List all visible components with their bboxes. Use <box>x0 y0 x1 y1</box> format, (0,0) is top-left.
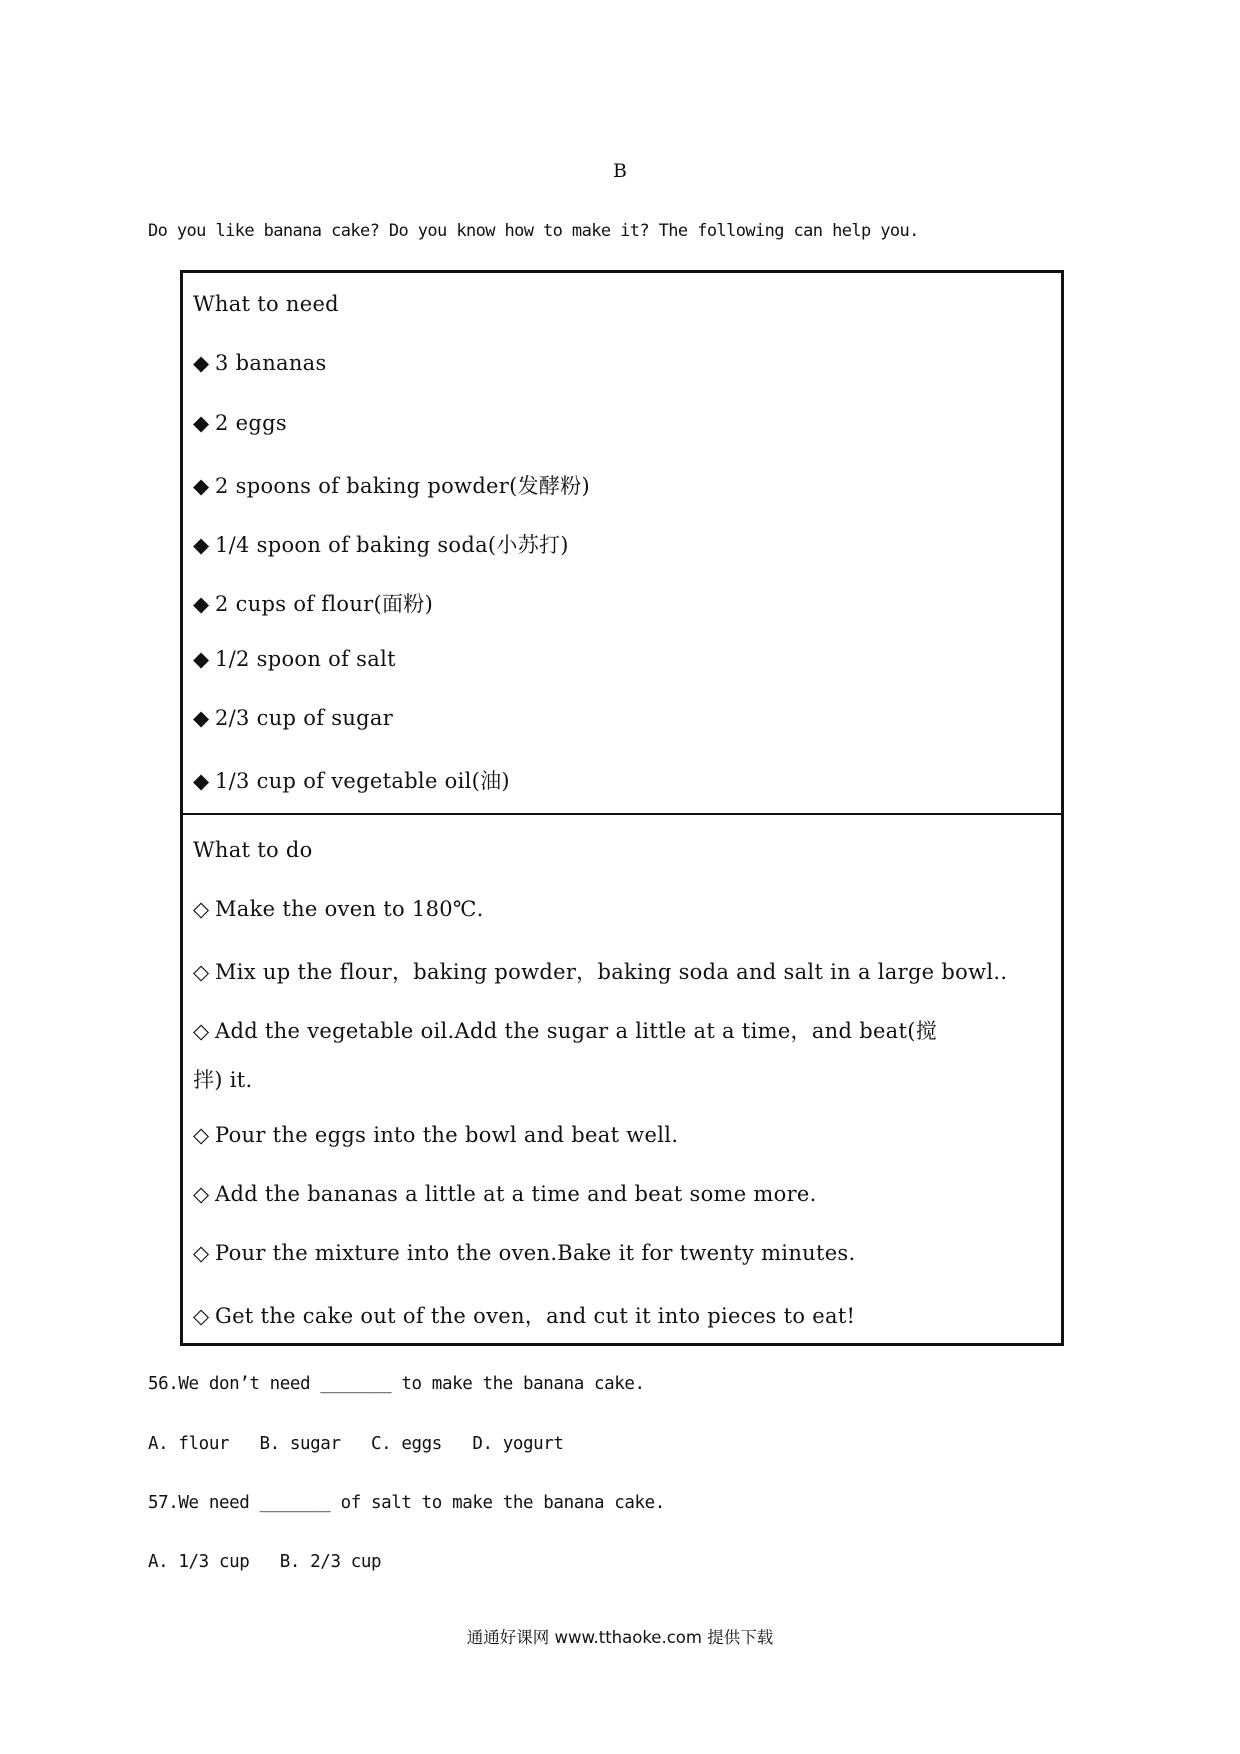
step-text: Add the bananas a little at a time and beat some more. <box>215 1182 817 1206</box>
ingredient-text: 2 cups of flour(面粉) <box>215 592 434 616</box>
question-56: 56.We don’t need _______ to make the banana cake. <box>148 1374 645 1394</box>
hollow-diamond-bullet-icon: ◇ <box>193 1241 210 1265</box>
diamond-bullet-icon: ◆ <box>193 769 210 793</box>
step-item <box>193 956 1007 986</box>
ingredient-text: 2/3 cup of sugar <box>215 706 394 730</box>
question-56-options: A. flour B. sugar C. eggs D. yogurt <box>148 1434 564 1454</box>
step-item <box>193 1123 678 1147</box>
ingredient-text: 2 eggs <box>215 411 287 435</box>
intro-text: Do you like banana cake? Do you know how to make it? The following can help you. <box>148 221 919 241</box>
diamond-bullet-icon: ◆ <box>193 411 210 435</box>
diamond-bullet-icon: ◆ <box>193 592 210 616</box>
diamond-bullet-icon: ◆ <box>193 533 210 557</box>
ingredient-text: 3 bananas <box>215 351 327 375</box>
diamond-bullet-icon: ◆ <box>193 706 210 730</box>
ingredient-item <box>193 706 393 730</box>
step-text: Pour the mixture into the oven.Bake it for twenty minutes. <box>215 1241 856 1265</box>
hollow-diamond-bullet-icon: ◇ <box>193 1304 210 1328</box>
step-text: Add the vegetable oil.Add the sugar a little at a time，and beat(搅 <box>215 1019 938 1043</box>
hollow-diamond-bullet-icon: ◇ <box>193 897 210 921</box>
step-item <box>193 1182 817 1206</box>
question-57: 57.We need _______ of salt to make the banana cake. <box>148 1493 665 1513</box>
ingredient-item <box>193 588 433 618</box>
footer-source: 通通好课网 www.tthaoke.com 提供下载 <box>466 1628 774 1647</box>
ingredient-text: 2 spoons of baking powder(发酵粉) <box>215 474 591 498</box>
step-continuation: 拌) it. <box>193 1068 253 1092</box>
step-item <box>193 1241 856 1265</box>
ingredient-item <box>193 351 327 375</box>
step-text: Make the oven to 180℃. <box>215 897 484 921</box>
diamond-bullet-icon: ◆ <box>193 474 210 498</box>
ingredient-item <box>193 411 287 435</box>
section-label: B <box>613 160 627 182</box>
need-heading: What to need <box>193 292 339 316</box>
hollow-diamond-bullet-icon: ◇ <box>193 1123 210 1147</box>
diamond-bullet-icon: ◆ <box>193 351 210 375</box>
hollow-diamond-bullet-icon: ◇ <box>193 1019 210 1043</box>
ingredient-item <box>193 765 510 795</box>
step-item <box>193 1300 855 1330</box>
ingredient-text: 1/2 spoon of salt <box>215 647 396 671</box>
ingredient-item <box>193 529 569 559</box>
ingredient-text: 1/3 cup of vegetable oil(油) <box>215 769 510 793</box>
do-heading: What to do <box>193 838 313 862</box>
step-text: Pour the eggs into the bowl and beat well. <box>215 1123 679 1147</box>
step-item <box>193 897 484 921</box>
step-text: Mix up the flour，baking powder，baking soda and salt in a large bowl.. <box>215 960 1008 984</box>
ingredient-item <box>193 470 590 500</box>
recipe-box-divider <box>180 813 1064 815</box>
hollow-diamond-bullet-icon: ◇ <box>193 1182 210 1206</box>
hollow-diamond-bullet-icon: ◇ <box>193 960 210 984</box>
ingredient-text: 1/4 spoon of baking soda(小苏打) <box>215 533 569 557</box>
diamond-bullet-icon: ◆ <box>193 647 210 671</box>
ingredient-item <box>193 647 396 671</box>
step-item <box>193 1015 937 1045</box>
step-text: Get the cake out of the oven，and cut it into pieces to eat! <box>215 1304 856 1328</box>
question-57-options: A. 1/3 cup B. 2/3 cup <box>148 1552 382 1572</box>
